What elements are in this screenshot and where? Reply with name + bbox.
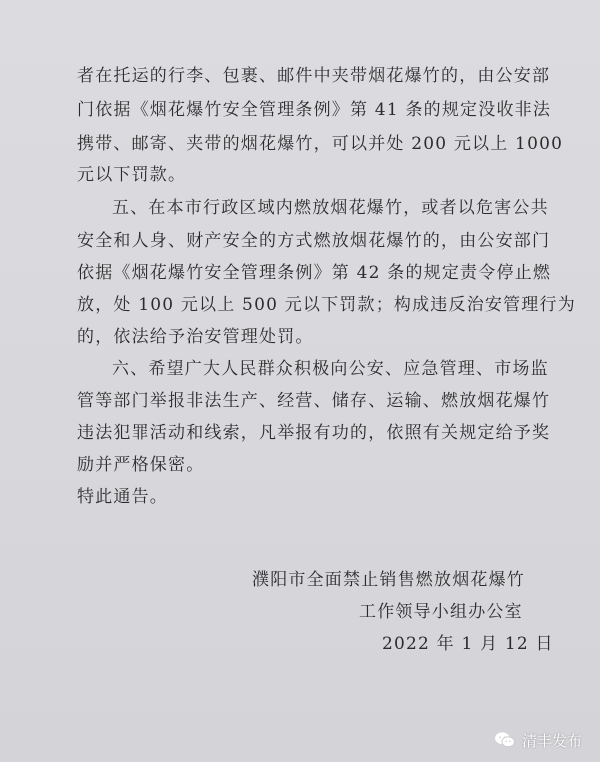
body-line: 管等部门举报非法生产、经营、储存、运输、燃放烟花爆竹	[77, 391, 551, 411]
watermark-text: 清丰发布	[522, 731, 583, 750]
body-line: 放，处 100 元以上 500 元以下罚款；构成违反治安管理行为	[77, 295, 576, 315]
body-line: 励并严格保密。	[77, 455, 205, 475]
body-line: 门依据《烟花爆竹安全管理条例》第 41 条的规定没收非法	[77, 100, 552, 120]
wechat-icon	[494, 731, 516, 749]
paragraph-five-line: 五、在本市行政区域内燃放烟花爆竹，或者以危害公共	[112, 198, 549, 218]
body-line: 元以下罚款。	[77, 165, 187, 185]
body-line: 的，依法给予治安管理处罚。	[77, 327, 314, 347]
issuer-line-1: 濮阳市全面禁止销售燃放烟花爆竹	[252, 570, 525, 590]
body-line: 依据《烟花爆竹安全管理条例》第 42 条的规定责令停止燃	[77, 263, 552, 283]
body-line: 携带、邮寄、夹带的烟花爆竹，可以并处 200 元以上 1000	[77, 134, 564, 154]
paragraph-six-line: 六、希望广大人民群众积极向公安、应急管理、市场监	[112, 359, 549, 379]
date-line: 2022 年 1 月 12 日	[382, 634, 554, 654]
body-line: 者在托运的行李、包裹、邮件中夹带烟花爆竹的，由公安部	[77, 66, 551, 86]
closing-line: 特此通告。	[77, 487, 168, 507]
issuer-line-2: 工作领导小组办公室	[359, 602, 523, 622]
wechat-watermark	[494, 729, 582, 751]
body-line: 安全和人身、财产安全的方式燃放烟花爆竹的，由公安部门	[77, 231, 551, 251]
body-line: 违法犯罪活动和线索，凡举报有功的，依照有关规定给予奖	[77, 423, 551, 443]
